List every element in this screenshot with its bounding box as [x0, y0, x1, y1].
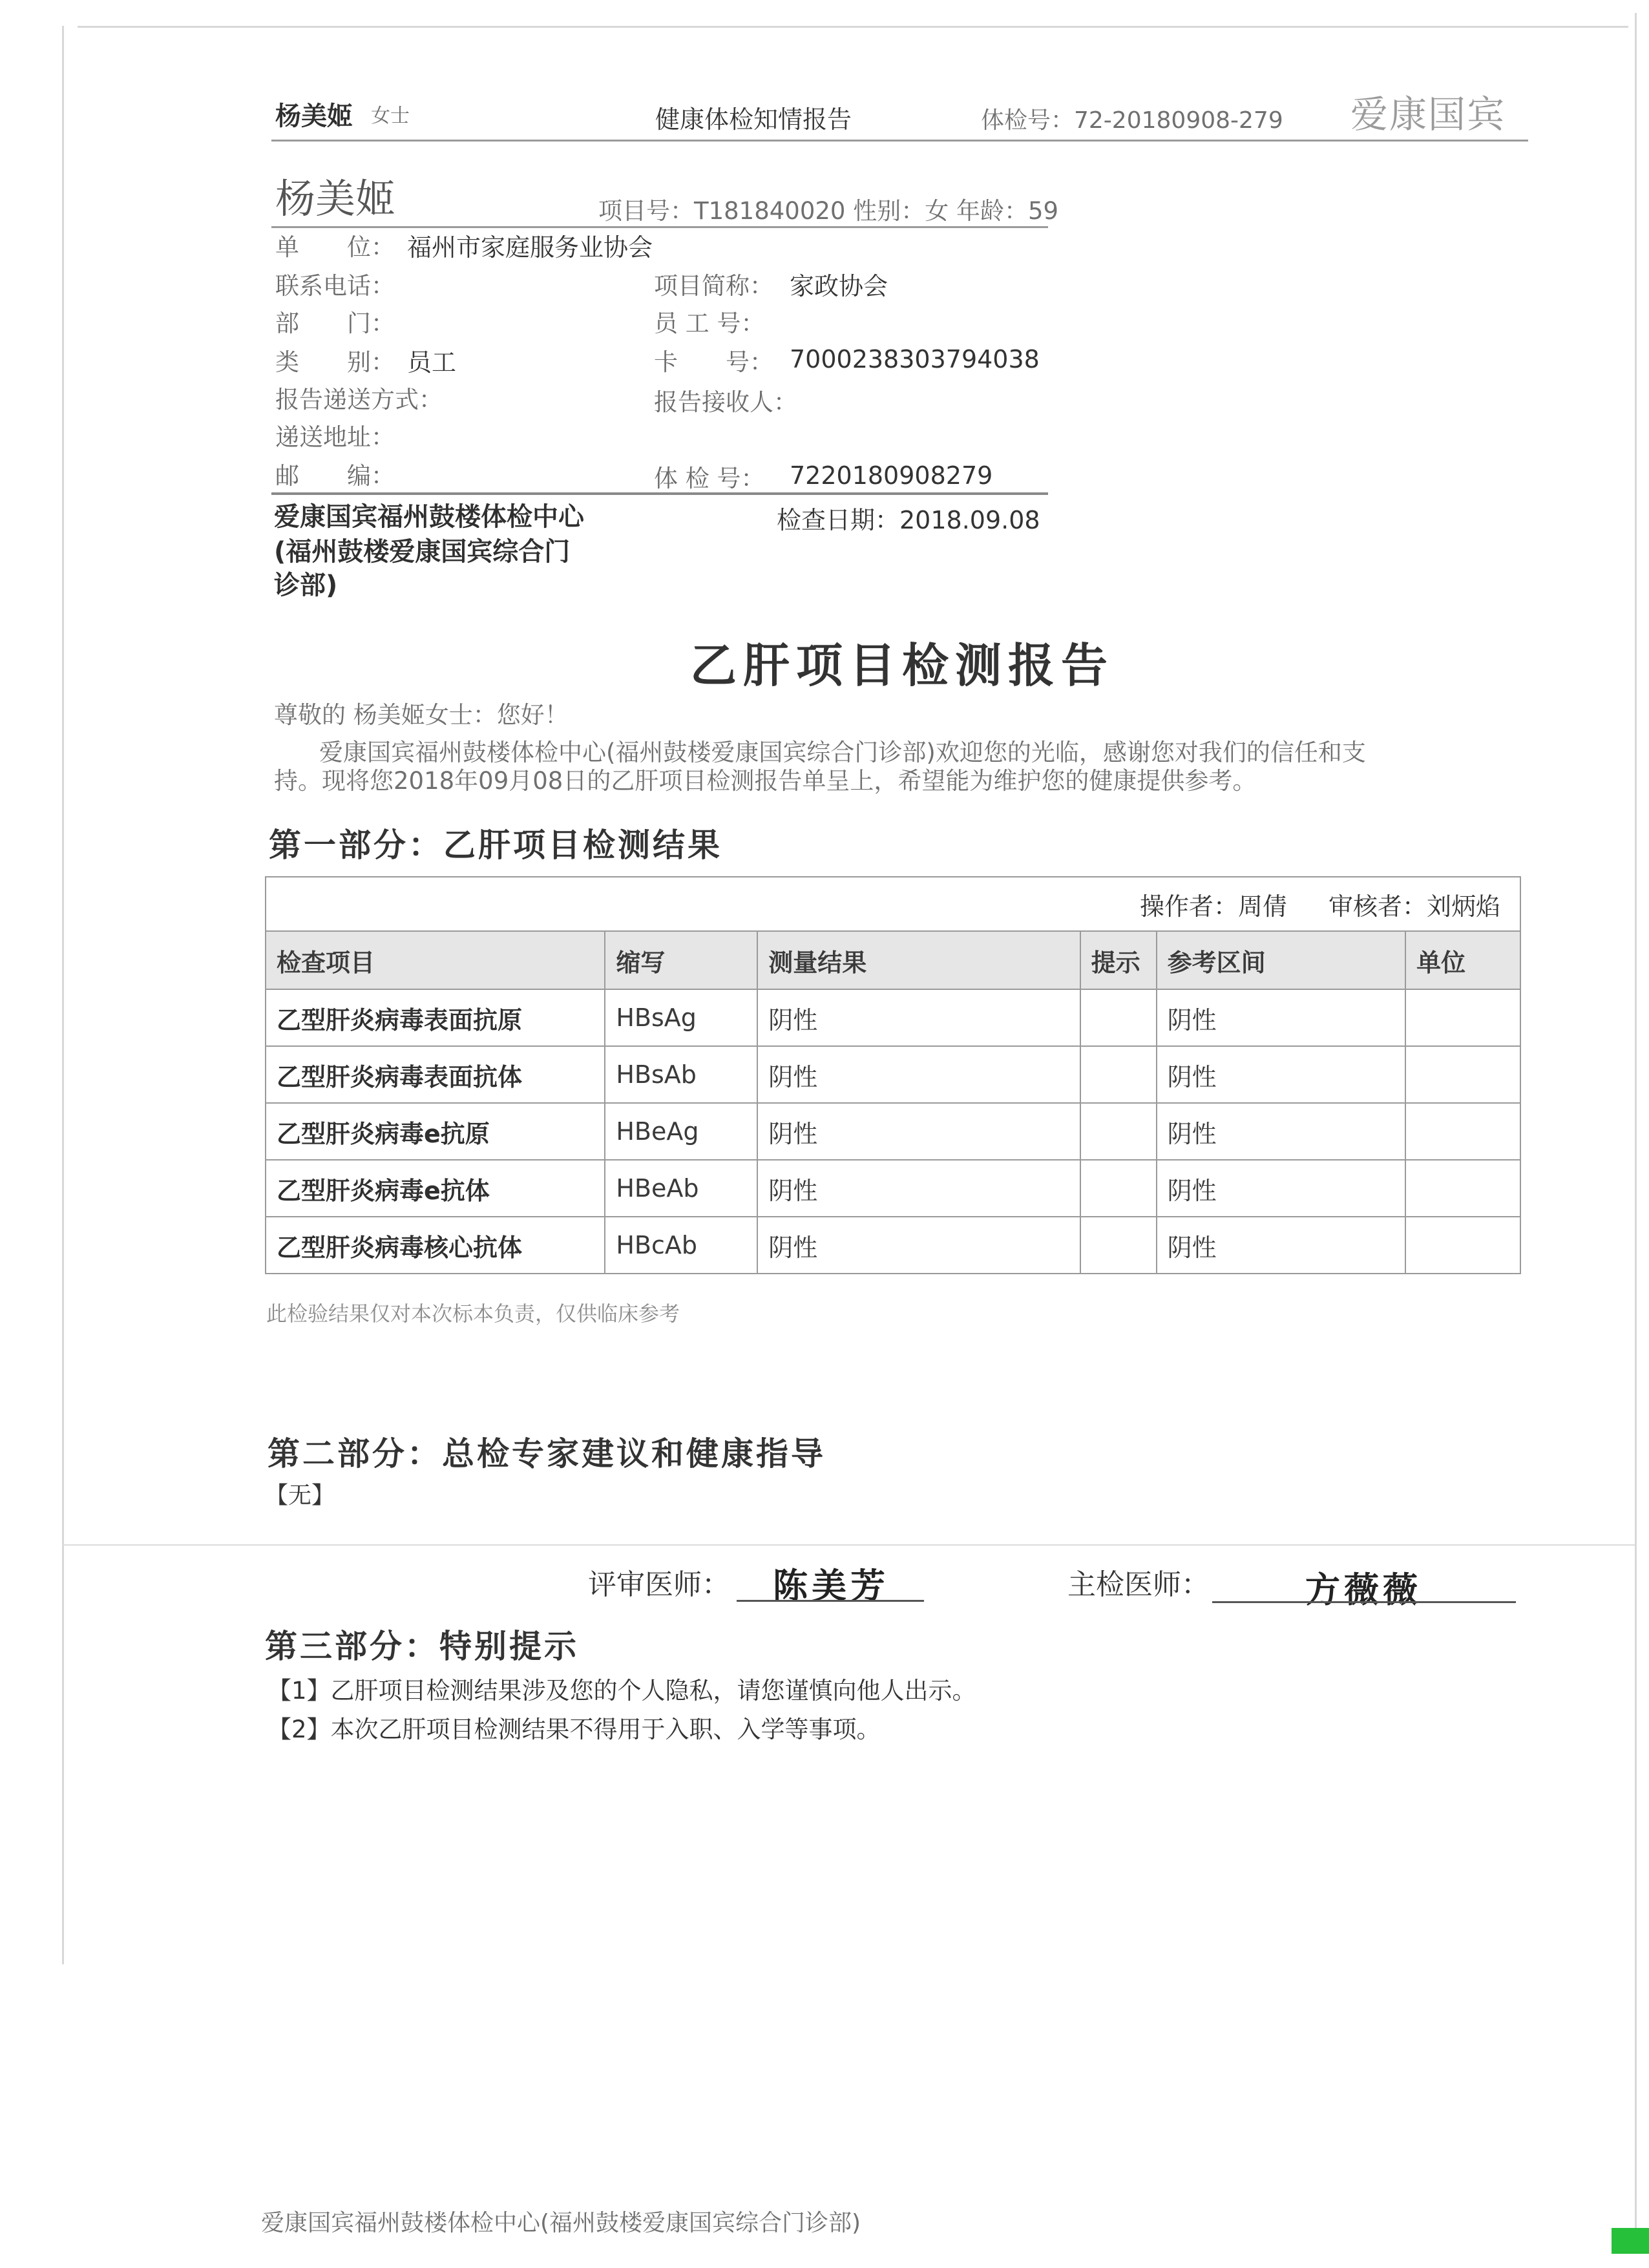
table-row	[266, 1217, 1520, 1274]
table-row	[266, 1046, 1520, 1103]
center-name-line3: 诊部)	[274, 571, 338, 600]
cell-ref: 阴性	[1157, 1103, 1406, 1160]
cell-unit	[1405, 1160, 1520, 1217]
cell-result: 阴性	[757, 989, 1080, 1046]
scan-edge-top	[78, 26, 1628, 28]
cell-result: 阴性	[757, 1160, 1080, 1217]
delivery-label: 报告递送方式：	[275, 386, 443, 414]
table-row	[266, 1160, 1520, 1217]
cell-result: 阴性	[757, 1103, 1080, 1160]
header-patient-name: 杨美姬	[275, 101, 353, 131]
zip-label: 邮 编：	[275, 462, 395, 490]
table-row	[266, 989, 1520, 1046]
chief-doctor-label: 主检医师：	[1067, 1568, 1210, 1601]
part2-title: 第二部分：总检专家建议和健康指导	[268, 1435, 826, 1473]
col-header-result: 测量结果	[757, 931, 1080, 989]
review-doctor-signature: 陈美芳	[773, 1565, 889, 1606]
info-divider-2	[271, 492, 1048, 495]
cell-abbr: HBsAb	[605, 1046, 757, 1103]
unit-value: 福州市家庭服务业协会	[407, 233, 653, 262]
cell-hint	[1080, 1046, 1157, 1103]
cell-unit	[1405, 1103, 1520, 1160]
review-doctor-label: 评审医师：	[588, 1568, 730, 1601]
header-divider	[271, 140, 1528, 142]
tip-1: 【1】乙肝项目检测结果涉及您的个人隐私，请您谨慎向他人出示。	[268, 1677, 976, 1705]
cell-ref: 阴性	[1157, 1046, 1406, 1103]
category-value: 员工	[407, 348, 457, 377]
part2-content: 【无】	[265, 1482, 335, 1509]
cell-item: 乙型肝炎病毒e抗原	[266, 1103, 605, 1160]
address-label: 递送地址：	[275, 423, 395, 451]
review-signature-line	[737, 1600, 924, 1602]
results-table	[265, 930, 1521, 1274]
cell-abbr: HBeAb	[605, 1160, 757, 1217]
table-row	[266, 1103, 1520, 1160]
greeting-body-line2: 持。现将您2018年09月08日的乙肝项目检测报告单呈上，希望能为维护您的健康提供参考。	[274, 767, 1257, 795]
dept-label: 部 门：	[275, 310, 395, 337]
scan-edge-left	[62, 26, 64, 1964]
col-header-abbr: 缩写	[605, 931, 757, 989]
header-exam-no: 体检号：72-20180908-279	[981, 107, 1283, 134]
scan-corner-mark	[1612, 2228, 1649, 2254]
card-value: 7000238303794038	[790, 345, 1040, 373]
cell-item: 乙型肝炎病毒表面抗体	[266, 1046, 605, 1103]
project-short-label: 项目简称：	[654, 272, 773, 300]
cell-ref: 阴性	[1157, 1160, 1406, 1217]
cell-unit	[1405, 989, 1520, 1046]
employee-no-label: 员 工 号：	[654, 310, 765, 337]
cell-unit	[1405, 1046, 1520, 1103]
greeting-salutation: 尊敬的 杨美姬女士：您好！	[274, 701, 569, 729]
exam-no-label: 体 检 号：	[654, 465, 765, 492]
cell-item: 乙型肝炎病毒表面抗原	[266, 989, 605, 1046]
category-label: 类 别：	[275, 348, 395, 376]
project-short-value: 家政协会	[790, 272, 888, 300]
receiver-label: 报告接收人：	[654, 388, 797, 416]
center-name-line1: 爱康国宾福州鼓楼体检中心	[274, 502, 584, 532]
col-header-ref: 参考区间	[1157, 931, 1406, 989]
col-header-item: 检查项目	[266, 931, 605, 989]
phone-label: 联系电话：	[275, 272, 395, 300]
part3-title: 第三部分：特别提示	[265, 1628, 579, 1665]
cell-result: 阴性	[757, 1046, 1080, 1103]
unit-label: 单 位：	[275, 233, 395, 261]
cell-hint	[1080, 989, 1157, 1046]
cell-hint	[1080, 1217, 1157, 1274]
card-label: 卡 号：	[654, 348, 773, 376]
big-name: 杨美姬	[275, 175, 396, 222]
cell-ref: 阴性	[1157, 989, 1406, 1046]
main-title: 乙肝项目检测报告	[690, 638, 1115, 693]
cell-item: 乙型肝炎病毒核心抗体	[266, 1217, 605, 1274]
cell-hint	[1080, 1103, 1157, 1160]
cell-ref: 阴性	[1157, 1217, 1406, 1274]
scan-edge-right	[1635, 13, 1637, 2236]
cell-result: 阴性	[757, 1217, 1080, 1274]
col-header-hint: 提示	[1080, 931, 1157, 989]
greeting-body-line1: 爱康国宾福州鼓楼体检中心(福州鼓楼爱康国宾综合门诊部)欢迎您的光临，感谢您对我们的信任和支	[319, 739, 1366, 766]
brand-logo: 爱康国宾	[1350, 92, 1506, 136]
exam-no-value: 7220180908279	[790, 461, 993, 490]
cell-unit	[1405, 1217, 1520, 1274]
cell-item: 乙型肝炎病毒e抗体	[266, 1160, 605, 1217]
chief-signature-line	[1212, 1601, 1516, 1603]
header-honorific: 女士	[371, 105, 410, 127]
cell-abbr: HBeAg	[605, 1103, 757, 1160]
header-report-title: 健康体检知情报告	[655, 105, 852, 134]
part1-title: 第一部分：乙肝项目检测结果	[269, 826, 722, 864]
exam-date: 检查日期：2018.09.08	[777, 506, 1040, 534]
scan-fold-line	[62, 1544, 1635, 1546]
cell-abbr: HBcAb	[605, 1217, 757, 1274]
col-header-unit: 单位	[1405, 931, 1520, 989]
table-header-row	[266, 931, 1520, 989]
chief-doctor-signature: 方薇薇	[1305, 1569, 1422, 1610]
result-note: 此检验结果仅对本次标本负责，仅供临床参考	[266, 1301, 680, 1326]
center-name-line2: (福州鼓楼爱康国宾综合门	[274, 537, 571, 567]
tip-2: 【2】本次乙肝项目检测结果不得用于入职、入学等事项。	[268, 1716, 881, 1743]
footer-center: 爱康国宾福州鼓楼体检中心(福州鼓楼爱康国宾综合门诊部)	[261, 2210, 861, 2236]
operator: 操作者：周倩	[1140, 892, 1288, 921]
reviewer: 审核者：刘炳焰	[1329, 892, 1501, 921]
cell-hint	[1080, 1160, 1157, 1217]
project-line: 项目号：T181840020 性别：女 年龄：59	[598, 197, 1059, 225]
cell-abbr: HBsAg	[605, 989, 757, 1046]
